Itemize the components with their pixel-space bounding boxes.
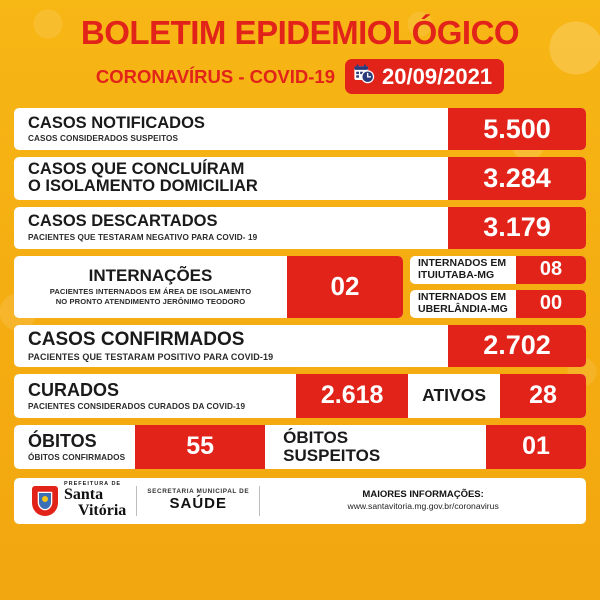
row-sublabel-line2: NO PRONTO ATENDIMENTO JERÔNIMO TEODORO [55,296,246,306]
city-name [64,482,126,520]
more-info-title: MAIORES INFORMAÇÕES: [362,489,484,501]
calendar-clock-icon [353,63,375,90]
row-label-line2: UBERLÂNDIA-MG [418,302,508,315]
secretaria-label: SECRETARIA MUNICIPAL DE [147,488,250,496]
row-sublabel-line1: PACIENTES INTERNADOS EM ÁREA DE ISOLAMENTO [49,287,252,297]
prefeitura-label: PREFEITURA DE [64,480,122,487]
row-value: 08 [516,256,586,284]
obitos-value: 55 [135,425,265,469]
row-label: CASOS CONFIRMADOS [28,328,245,350]
footer-divider-2 [259,486,260,516]
row-labels [14,108,448,150]
row-label: CASOS QUE CONCLUÍRAM [28,160,245,178]
row-casos-notificados [14,108,586,150]
row-sublabel: PACIENTES CONSIDERADOS CURADOS DA COVID-19 [28,401,246,411]
row-label-line1: INTERNADOS EM [418,290,507,303]
row-labels [14,325,448,367]
row-label: CASOS NOTIFICADOS [28,113,205,132]
row-casos-isolamento [14,157,586,200]
row-label: ÓBITOS [28,430,97,451]
row-internados-uberlandia [410,290,586,318]
row-internacoes-group [14,256,586,318]
subtitle-row [14,59,586,94]
date-badge [345,59,504,94]
obitos-suspeitos-label-line2: SUSPEITOS [283,445,381,465]
row-labels [410,290,516,318]
curados-value: 2.618 [296,374,408,418]
row-sublabel: PACIENTES QUE TESTARAM NEGATIVO PARA COVID- 19 [28,232,258,242]
row-labels [14,157,448,200]
internacoes-cities [410,256,586,318]
city-name-line1: Santa [64,486,104,504]
row-labels [410,256,516,284]
poster-footer [14,478,586,524]
row-label-line1: INTERNADOS EM [418,256,507,269]
prefeitura-logo [24,482,126,520]
ativos-value: 28 [500,374,586,418]
row-labels [14,425,135,469]
more-info [270,489,576,512]
row-value: 00 [516,290,586,318]
row-value: 02 [287,256,403,318]
row-sublabel: CASOS CONSIDERADOS SUSPEITOS [28,134,179,144]
row-internados-ituiutaba [410,256,586,284]
city-name-line2: Vitória [78,502,127,520]
row-label: CURADOS [28,379,120,400]
row-internacoes [14,256,403,318]
obitos-suspeitos-label-line1: ÓBITOS [283,427,349,447]
saude-label: SAÚDE [169,495,228,513]
row-label-line2: ITUIUTABA-MG [418,268,495,281]
row-sublabel: PACIENTES QUE TESTARAM POSITIVO PARA COVID-19 [28,351,274,362]
row-label: CASOS DESCARTADOS [28,212,218,231]
poster-header [0,0,600,106]
row-labels [14,207,448,249]
poster-subtitle: CORONAVÍRUS - COVID-19 [95,65,336,87]
obitos-suspeitos-labels [265,425,486,469]
page-title: BOLETIM EPIDEMIOLÓGICO [80,14,520,51]
obitos-suspeitos-value: 01 [486,425,586,469]
ativos-label: ATIVOS [422,385,486,406]
row-value: 3.284 [448,157,586,200]
row-casos-descartados [14,207,586,249]
row-labels [14,256,287,318]
stats-section [0,106,600,469]
bulletin-date: 20/09/2021 [382,63,493,89]
row-label-line2: O ISOLAMENTO DOMICILIAR [28,177,258,196]
row-value: 3.179 [448,207,586,249]
row-value: 2.702 [448,325,586,367]
footer-divider [136,486,137,516]
row-labels [14,374,296,418]
secretaria-saude-logo [147,489,249,511]
row-sublabel: ÓBITOS CONFIRMADOS [28,452,126,462]
row-obitos [14,425,586,469]
row-casos-confirmados [14,325,586,367]
row-label: INTERNAÇÕES [88,266,213,286]
row-value: 5.500 [448,108,586,150]
coat-of-arms-icon [32,486,58,516]
more-info-url[interactable]: www.santavitoria.mg.gov.br/coronavirus [347,501,499,512]
row-curados-ativos [14,374,586,418]
